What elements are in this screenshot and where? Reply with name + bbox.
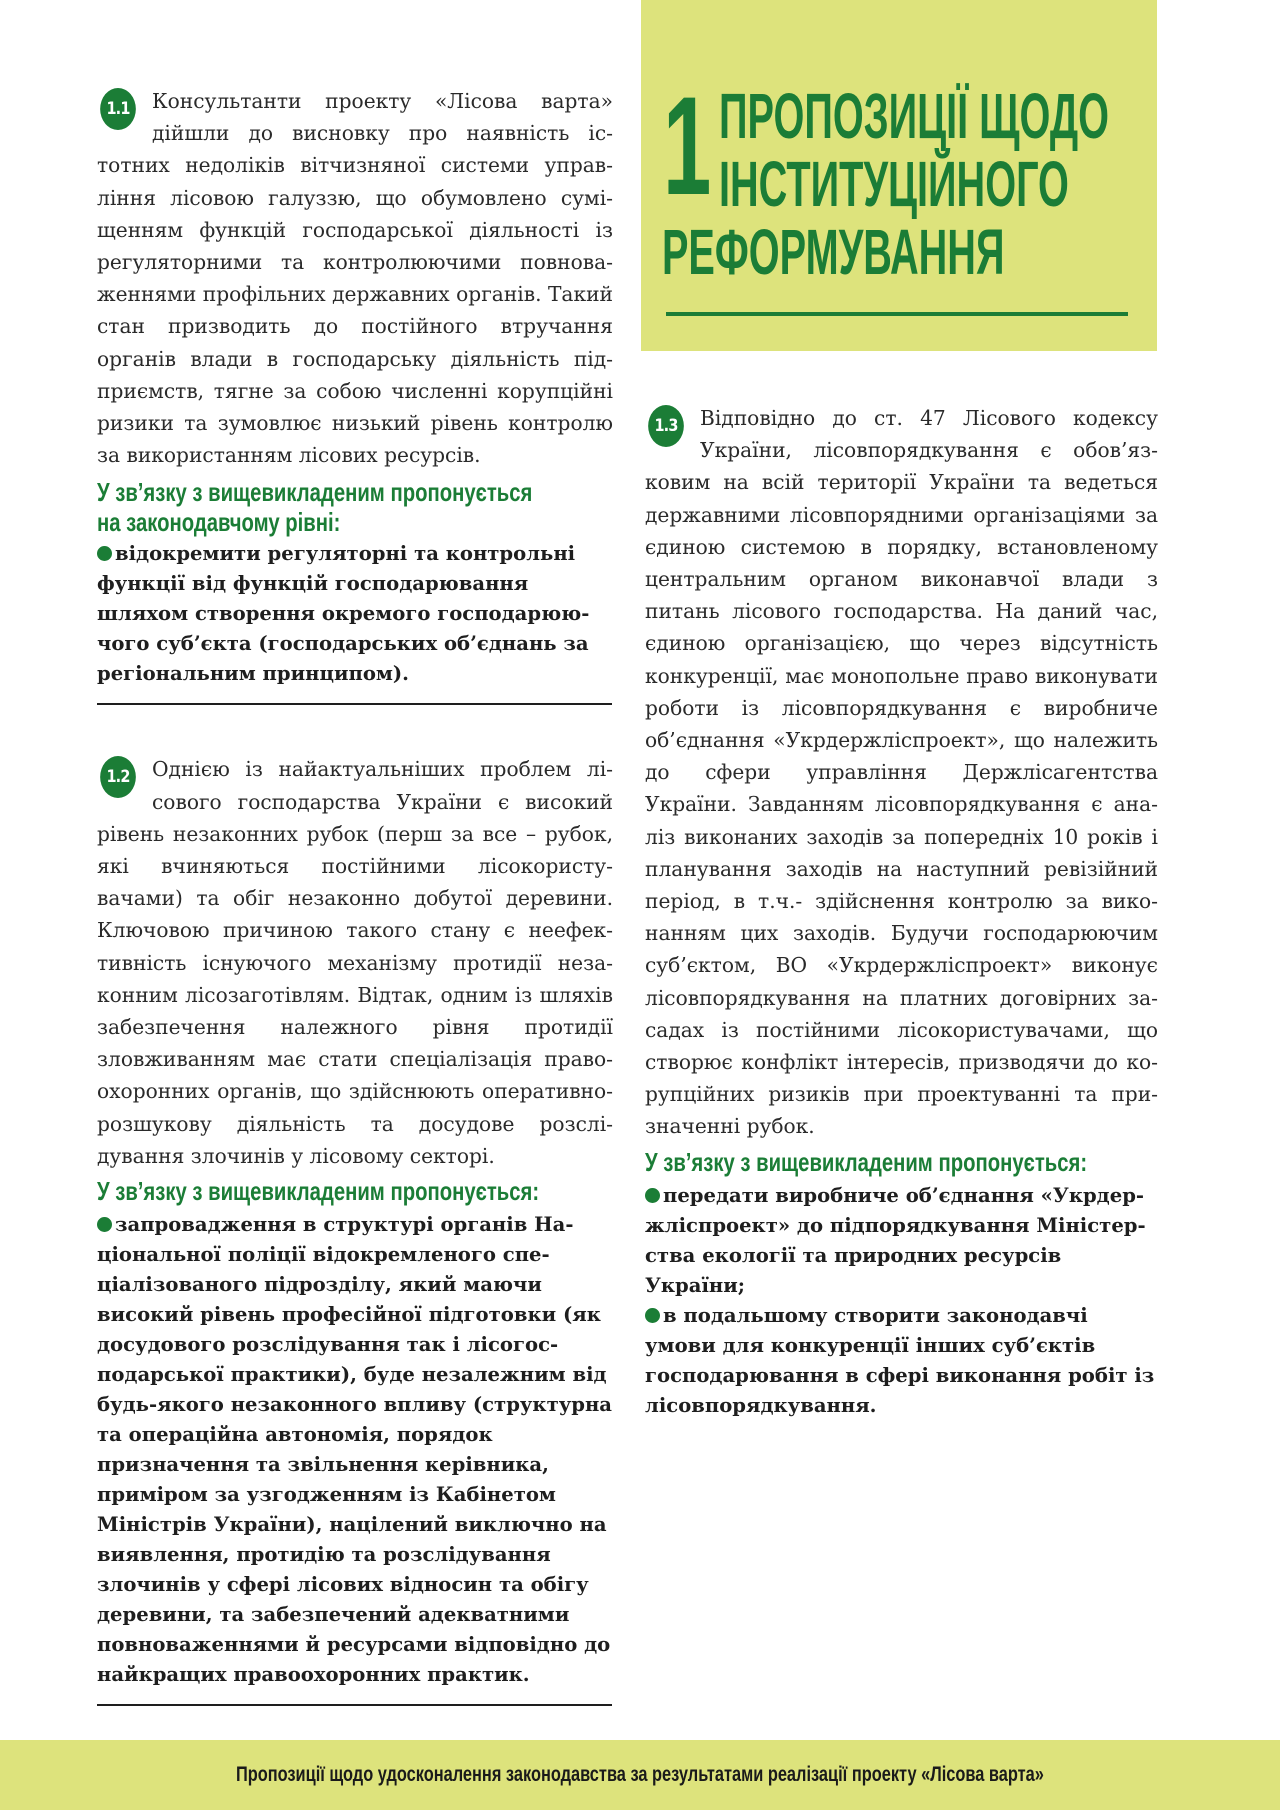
proposal-lead (97, 477, 613, 537)
title-divider (666, 312, 1128, 316)
proposal-1-2 (97, 753, 613, 1706)
paragraph-text: Відповідно до ст. 47 Лісового кодексу України, лісовпорядкування є обов’язковим на всій території України та ведеться державними лісовпорядними організаціями за єдиною системою в порядку, встановленому центральним органом виконавчої влади з питань лісового господарства. На даний час, єдиною організацією, що через відсутність конкуренції, має монопольне право виконувати роботи із лісовпорядкування є виробниче об’єднання «Укрдержліспроект», що належить до сфери управління Держлісагентства України. Завданням лісовпорядкування є аналіз виконаних заходів за попередніх 10 років і планування заходів на наступний ревізійний період, в т.ч.- здійснення контролю за виконанням цих заходів. Будучи господарюючим суб’єктом, ВО «Укрдержліспроект» виконує лісовпорядкування на платних договірних засадах із постійними лісокористувачами, що створює конфлікт інтересів, призводячи до корупційних ризиків при проектуванні та призначенні рубок. (645, 406, 1158, 1139)
page-footer (0, 1740, 1280, 1810)
section-title-line: ІНСТИТУЦІЙНОГО (719, 148, 1069, 220)
section-divider (97, 703, 612, 705)
paragraph (97, 753, 613, 1172)
item-number-badge: 1.1 (100, 88, 136, 130)
item-number-badge: 1.3 (648, 405, 684, 447)
section-title-line: РЕФОРМУВАННЯ (661, 216, 1005, 288)
section-title-line: ПРОПОЗИЦІЇ ЩОДО (719, 80, 1109, 152)
proposal-lead: У зв’язку з вищевикладеним пропонується: (97, 1176, 540, 1207)
green-dot-icon (645, 1308, 660, 1323)
paragraph-text: Однією із найактуальніших проблем лісового господарства України є високий рівень незаконних рубок (перш за все – рубок, які вчиняються постійними лісокористувачами) та обіг незаконно добутої деревини. Ключовою причиною такого стану є неефективність існуючого механізму протидії незаконним лісозаготівлям. Відтак, одним із шляхів забезпечення належного рівня протидії зловживанням має стати спеціалізація правоохоронних органів, що здійснюють оперативно-розшукову діяльність та досудове розслідування злочинів у лісовому секторі. (97, 757, 613, 1168)
left-column (97, 85, 613, 1706)
list-item: відокремити регуляторні та контрольні функції від функцій господарювання шляхом створення окремого господарюючого суб’єкта (господарських об’єднань за регіональним принципом). (97, 542, 590, 686)
item-number-badge: 1.2 (100, 756, 136, 798)
footer-text: Пропозиції щодо удосконалення законодавства за результатами реалізації проекту «Лісова варта» (236, 1763, 1044, 1786)
green-dot-icon (97, 546, 112, 561)
list-item: в подальшому створити законодавчі умови для конкуренції інших суб’єктів господарювання в сфері виконання робіт із лісовпорядкування. (645, 1303, 1155, 1417)
proposal-lead-line: У зв’язку з вищевикладеним пропонується (97, 477, 533, 508)
green-dot-icon (645, 1188, 660, 1203)
proposal-1-1 (97, 85, 613, 705)
proposal-list (97, 539, 613, 689)
paragraph (645, 402, 1158, 1143)
section-title-box (641, 0, 1157, 351)
list-item: передати виробниче об’єднання «Укрдержліспроект» до підпорядкування Міністерства екології та природних ресурсів України; (645, 1183, 1146, 1297)
list-item: запровадження в структурі органів Національної поліції відокремленого спеціалізованого підрозділу, який маючи високий рівень професійної підготовки (як досудового розслідування так і лісогосподарської практики), буде незалежним від будь-якого незаконного впливу (структурна та операційна автономія, порядок призначення та звільнення керівника, приміром за узгодженням із Кабінетом Міністрів України), націлений виключно на виявлення, протидію та розслідування злочинів у сфері лісових відносин та обігу деревини, та забезпечений адекватними повноваженнями й ресурсами відповідно до найкращих правоохоронних практик. (97, 1213, 613, 1687)
proposal-1-3 (645, 402, 1158, 1421)
right-column (645, 402, 1158, 1421)
proposal-list (97, 1210, 613, 1690)
section-title (661, 80, 1109, 288)
proposal-list (645, 1181, 1158, 1421)
section-divider (97, 1704, 612, 1706)
proposal-lead: У зв’язку з вищевикладеним пропонується: (645, 1146, 1088, 1177)
proposal-lead-line: на законодавчому рівні: (97, 507, 341, 538)
paragraph (97, 85, 613, 471)
section-number: 1 (663, 67, 712, 224)
green-dot-icon (97, 1217, 112, 1232)
paragraph-text: Консультанти проекту «Лісова варта» дійшли до висновку про наявність істотних недоліків вітчизняної системи управління лісовою галуззю, що обумовлено суміщенням функцій господарської діяльності із регуляторними та контролюючими повноваженнями профільних державних органів. Такий стан призводить до постійного втручання органів влади в господарську діяльність підприємств, тягне за собою численні корупційні ризики та зумовлює низький рівень контролю за використанням лісових ресурсів. (97, 89, 613, 468)
